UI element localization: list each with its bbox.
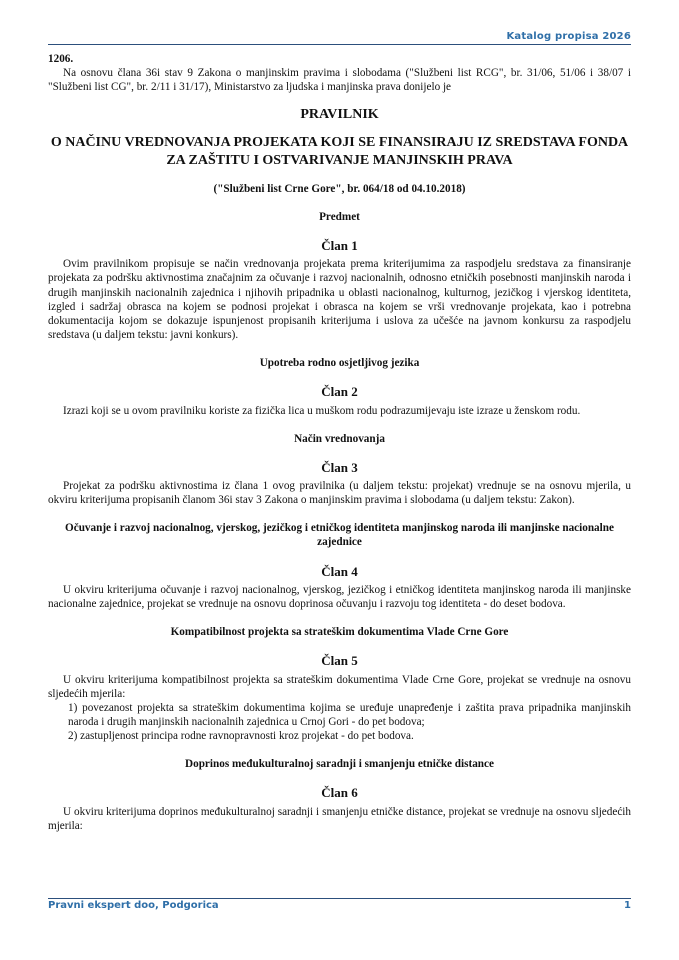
clause-5-item-1: 1) povezanost projekta sa strateškim dokumentima kojima se uređuje unapređenje i zaštita prava pripadnika manjinskih naroda i drugih manjinskih nacionalnih zajednica u Crnoj Gori - do pet bodova; — [68, 701, 631, 728]
clause-4-text: U okviru kriterijuma očuvanje i razvoj nacionalnog, vjerskog, jezičkog i etničkog identiteta manjinskog naroda ili manjinske nacionalne zajednice, projekat se vrednuje na osnovu doprinosa očuvanju i razvoju tog identiteta - do deset bodova. — [48, 583, 631, 611]
footer-divider — [48, 898, 631, 899]
section-heading-strategic-compatibility: Kompatibilnost projekta sa strateškim dokumentima Vlade Crne Gore — [170, 626, 509, 639]
clause-6-text: U okviru kriterijuma doprinos međukulturalnoj saradnji i smanjenju etničke distance, projekat se vrednuje na osnovu sljedećih mjerila: — [48, 805, 631, 832]
document-title: PRAVILNIK — [300, 107, 379, 123]
document-number: 1206. — [48, 53, 74, 65]
clause-4-title: Član 4 — [321, 563, 358, 579]
clause-2-text: Izrazi koji se u ovom pravilniku koriste za fizička lica u muškom rodu podrazumijevaju iste izraze u ženskom rodu. — [63, 404, 581, 417]
section-heading-evaluation-method: Način vrednovanja — [294, 432, 385, 445]
clause-1-title: Član 1 — [321, 237, 358, 253]
clause-1-text: Ovim pravilnikom propisuje se način vrednovanja projekata prema kriterijumima za raspodjelu sredstava za finansiranje projekata za podršku aktivnostima značajnim za očuvanje i razvoj nacionalnih, odnosno etničkih posebnosti manjinskih naroda i drugih manjinskih nacionalnih zajednica i njihovih pripadnika u oblasti nacionalnog, kulturnog, jezičkog i vjerskog identiteta, izgled i sadržaj obrasca na kojem se podnosi projekat i obrasca na kojem se vrši vrednovanje projekata, kao i potrebna dokumentacija kojom se dokazuje ispunjenost propisanih kriterijuma i uslova za učešće na javnom konkursu za raspodjelu sredstava (u daljem tekstu: javni konkurs). — [48, 258, 631, 341]
clause-2-title: Član 2 — [321, 384, 358, 400]
clause-5-item-2: 2) zastupljenost principa rodne ravnopravnosti kroz projekat - do pet bodova. — [68, 730, 414, 743]
footer-publisher: Pravni ekspert doo, Podgorica — [48, 900, 219, 911]
clause-5-title: Član 5 — [321, 653, 358, 669]
section-heading-gender-language: Upotreba rodno osjetljivog jezika — [259, 357, 420, 370]
clause-5-text: U okviru kriterijuma kompatibilnost projekta sa strateškim dokumentima Vlade Crne Gore, projekat se vrednuje na osnovu sljedećih mjerila: — [48, 673, 631, 700]
section-heading-intercultural: Doprinos međukulturalnoj saradnji i smanjenju etničke distance — [185, 758, 494, 771]
gazette-reference: ("Službeni list Crne Gore", br. 064/18 od 04.10.2018) — [213, 182, 466, 195]
section-heading-identity: Očuvanje i razvoj nacionalnog, vjerskog, jezičkog i etničkog identiteta manjinskog naroda ili manjinske nacionalne zajednice — [65, 522, 614, 549]
clause-3-title: Član 3 — [321, 459, 358, 475]
header-divider — [48, 44, 631, 45]
document-subtitle: O NAČINU VREDNOVANJA PROJEKATA KOJI SE FINANSIRAJU IZ SREDSTAVA FONDA ZA ZAŠTITU I OSTVARIVANJE MANJINSKIH PRAVA — [50, 134, 629, 168]
catalog-header-label: Katalog propisa 2026 — [506, 31, 631, 42]
document-body — [48, 52, 631, 833]
clause-6-title: Član 6 — [321, 785, 358, 801]
intro-paragraph: Na osnovu člana 36i stav 9 Zakona o manjinskim pravima i slobodama ("Službeni list RCG", br. 31/06, 51/06 i 38/07 i "Službeni list CG", br. 2/11 i 31/17), Ministarstvo za ljudska i manjinska prava donijelo je — [48, 67, 631, 94]
page-number: 1 — [624, 900, 631, 911]
clause-3-text: Projekat za podršku aktivnostima iz člana 1 ovog pravilnika (u daljem tekstu: projekat) vrednuje se na osnovu mjerila, u okviru kriterijuma propisanih članom 36i stav 3 Zakona o manjinskim pravima i slobodama (u daljem tekstu: Zakon). — [48, 480, 631, 507]
section-heading-predmet: Predmet — [319, 210, 360, 223]
